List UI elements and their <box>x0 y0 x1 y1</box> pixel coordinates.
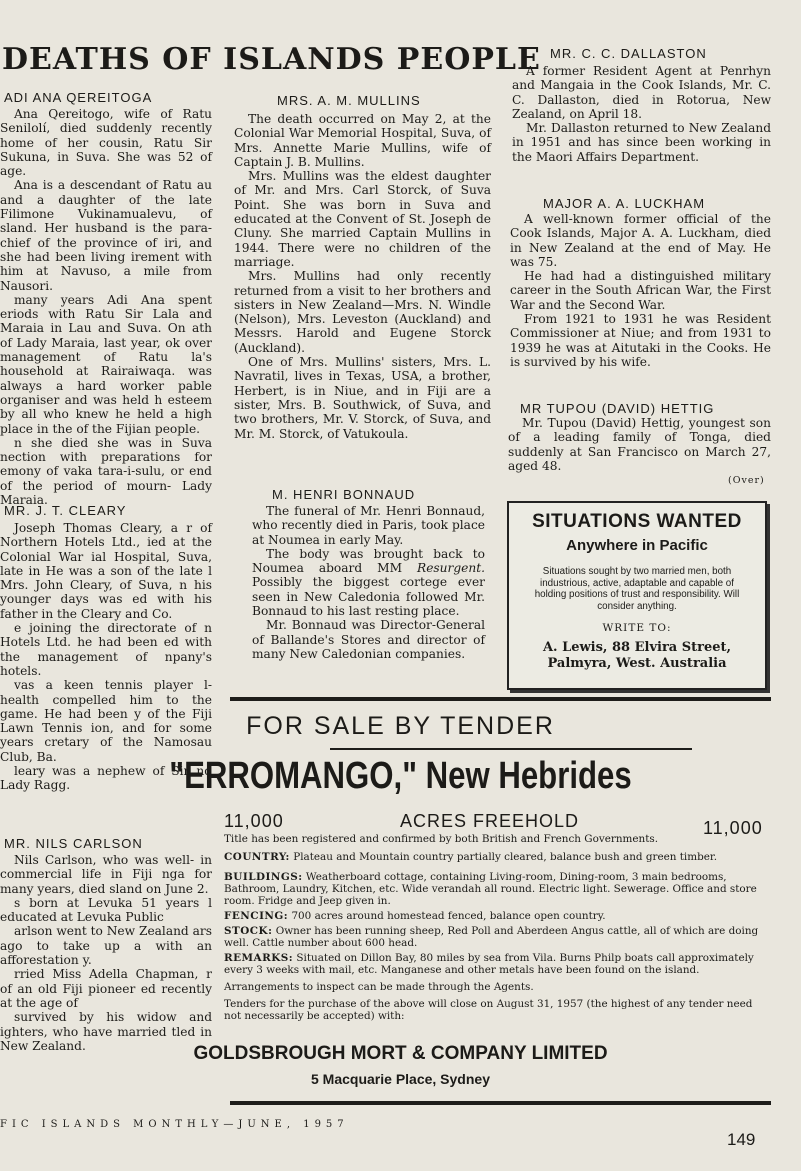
ad-body: Situations sought by two married men, both industrious, active, adaptable and capable of holding positions of trust and responsibility. Will consider anything. <box>534 566 740 612</box>
title-line: Title has been registered and confirmed by both British and French Governments. <box>224 833 659 845</box>
stock-line <box>224 925 767 949</box>
acres-right: 11,000 <box>703 818 763 838</box>
heading-bonnaud: M. HENRI BONNAUD <box>272 487 416 502</box>
section-divider <box>230 697 771 701</box>
acres-left: 11,000 <box>224 811 284 831</box>
text-span: Possibly the biggest cortege ever seen in New Caledonia followed Mr. Bonnaud to his last resting place. <box>252 575 485 619</box>
article-mullins <box>234 112 491 441</box>
arrangements-line: Arrangements to inspect can be made through the Agents. <box>224 981 534 993</box>
paragraph: A former Resident Agent at Penrhyn and Mangaia in the Cook Islands, Mr. C. C. Dallaston, died in Rotorua, New Zealand, on April 18. <box>512 64 771 121</box>
paragraph: rried Miss Adella Chapman, r of an old Fiji pioneer ed recently at the age of <box>0 967 212 1010</box>
ship-name: Resurgent. <box>417 561 485 576</box>
article-dallaston <box>512 64 771 164</box>
article-cleary <box>0 521 212 793</box>
paragraph: Ana Qereitogo, wife of Ratu Senilolí, died suddenly recently home of her cousin, Ratu Sir Sukuna, in Suva. She was 52 of age. <box>0 107 212 179</box>
article-luckham <box>510 212 771 369</box>
paragraph: Nils Carlson, who was well- in commercial life in Fiji nga for many years, died sland on June 2. <box>0 853 212 896</box>
continued-note: (Over) <box>728 475 765 486</box>
article-carlson <box>0 853 212 1053</box>
value: Owner has been running sheep, Red Poll and Aberdeen Angus cattle, all of which are doing well. Cattle number about 600 head. <box>224 925 759 949</box>
label: REMARKS: <box>224 952 294 964</box>
paragraph: The death occurred on May 2, at the Colonial War Memorial Hospital, Suva, of Mrs. Annette Marie Mullins, wife of Captain J. B. Mullins. <box>234 112 491 169</box>
tender-heading: FOR SALE BY TENDER <box>246 712 555 740</box>
heading-qereitoga: ADI ANA QEREITOGA <box>4 90 153 105</box>
value: Plateau and Mountain country partially cleared, balance bush and green timber. <box>289 851 718 863</box>
paragraph: s born at Levuka 51 years l educated at Levuka Public <box>0 895 212 925</box>
page-footer: FIC ISLANDS MONTHLY—JUNE, 1957 <box>0 1119 349 1130</box>
paragraph: From 1921 to 1931 he was Resident Commissioner at Niue; and from 1931 to 1939 he was at Aitutaki in the Cooks. He is survived by his wife. <box>510 312 771 369</box>
page-title: DEATHS OF ISLANDS PEOPLE <box>2 42 541 77</box>
paragraph: n she died she was in Suva nection with preparations for emony of vaka tara-i-sulu, or end of the period of mourn- Lady Maraia. <box>0 435 212 508</box>
article-hettig <box>508 416 771 473</box>
paragraph: Mr. Dallaston returned to New Zealand in 1951 and has since been working in the Maori Affairs Department. <box>512 121 771 164</box>
agent-name: GOLDSBROUGH MORT & COMPANY LIMITED <box>193 1043 608 1064</box>
paragraph: Ana is a descendant of Ratu au and a daughter of the late Filimone Vukinamualevu, of sland. Her husband is the para- chief of the province of iri, and she had been living irement with him at Navuso, a mile from Nausori. <box>0 178 212 293</box>
heading-mullins: MRS. A. M. MULLINS <box>277 93 421 108</box>
value: Situated on Dillon Bay, 80 miles by sea from Vila. Burns Philp boats call approximately every 3 weeks with mail, etc. Manganese and other metals have been found on the island. <box>224 952 754 976</box>
ad-address-line: Palmyra, West. Australia <box>547 656 727 671</box>
ad-address-line: A. Lewis, 88 Elvira Street, <box>542 640 732 655</box>
paragraph: leary was a nephew of Sir nd Lady Ragg. <box>0 764 212 793</box>
heading-hettig: MR TUPOU (DAVID) HETTIG <box>520 401 715 416</box>
section-divider <box>230 1101 771 1105</box>
paragraph: survived by his widow and ighters, who have married tled in New Zealand. <box>0 1010 212 1053</box>
ad-title: SITUATIONS WANTED <box>532 511 742 532</box>
page-number: 149 <box>727 1130 756 1149</box>
value: Weatherboard cottage, containing Living-room, Dining-room, 3 main bedrooms, Bathroom, Laundry, Kitchen, etc. Wide verandah all round. Electric light. Sewerage. Office and store room. Fridge and Jeep given in. <box>224 871 757 907</box>
ad-address <box>509 640 765 672</box>
article-qereitoga <box>0 107 212 507</box>
paragraph <box>252 547 485 618</box>
paragraph: Mrs. Mullins had only recently returned from a visit to her brothers and sisters in New Zealand—Mrs. N. Windle (Nelson), Mrs. Leveston (Auckland) and Messrs. Harold and Eugene Storck (Auckland). <box>234 269 491 355</box>
paragraph: arlson went to New Zealand ars ago to take up a with an afforestation y. <box>0 924 212 968</box>
paragraph: Mrs. Mullins was the eldest daughter of Mr. and Mrs. Carl Storck, of Suva Point. She was born in Suva and educated at the Convent of St. Joseph de Cluny. She married Captain Mullins in 1944. There were no children of the marriage. <box>234 169 491 269</box>
heading-cleary: MR. J. T. CLEARY <box>4 503 127 518</box>
paragraph: e joining the directorate of n Hotels Ltd. he had been ed with the management of npany's hotels. <box>0 621 212 678</box>
paragraph: vas a keen tennis player l-health compelled him to the game. He had been y of the Fiji Lawn Tennis ion, and for some years cretary of the Namosau Club, Ba. <box>0 678 212 764</box>
heading-dallaston: MR. C. C. DALLASTON <box>550 46 707 61</box>
paragraph: One of Mrs. Mullins' sisters, Mrs. L. Navratil, lives in Texas, USA, a brother, Herbert, is in Niue, and in Fiji are a sister, Mrs. B. Southwick, of Suva, and two brothers, Mr. V. Storck, of Suva, and Mr. M. Storck, of Vatukoula. <box>234 355 491 441</box>
buildings-line <box>224 871 767 907</box>
country-line <box>224 851 767 863</box>
paragraph: The funeral of Mr. Henri Bonnaud, who recently died in Paris, took place at Noumea in early May. <box>252 504 485 547</box>
label: COUNTRY: <box>224 851 290 863</box>
article-bonnaud <box>252 504 485 661</box>
heading-luckham: MAJOR A. A. LUCKHAM <box>543 196 706 211</box>
label: FENCING: <box>224 910 289 922</box>
label: BUILDINGS: <box>224 871 303 883</box>
paragraph: A well-known former official of the Cook Islands, Major A. A. Luckham, died in New Zealand at the end of May. He was 75. <box>510 212 771 269</box>
acres-freehold: ACRES FREEHOLD <box>400 811 580 831</box>
tenders-line: Tenders for the purchase of the above will close on August 31, 1957 (the highest of any tender need not necessarily be accepted) with: <box>224 998 753 1022</box>
paragraph: He had had a distinguished military career in the South African War, the First War and the Second War. <box>510 269 771 312</box>
value: 700 acres around homestead fenced, balance open country. <box>288 910 606 922</box>
ad-subtitle: Anywhere in Pacific <box>566 537 708 554</box>
paragraph: Joseph Thomas Cleary, a r of Northern Hotels Ltd., ied at the Colonial War ial Hospital, Suva, late in He was a son of the late l Mrs. John Cleary, of Suva, n his younger days was ed with his father in the Cleary and Co. <box>0 521 212 621</box>
agent-address: 5 Macquarie Place, Sydney <box>311 1071 490 1087</box>
ad-write-to: WRITE TO: <box>602 622 672 634</box>
paragraph: Mr. Bonnaud was Director-General of Ballande's Stores and director of many New Caledonian companies. <box>252 618 485 661</box>
remarks-line <box>224 952 767 976</box>
fencing-line <box>224 910 767 922</box>
tender-title: "ERROMANGO," New Hebrides <box>169 755 632 797</box>
situations-wanted-ad <box>507 501 767 690</box>
heading-underline <box>330 748 692 750</box>
heading-carlson: MR. NILS CARLSON <box>4 836 143 851</box>
paragraph: Mr. Tupou (David) Hettig, youngest son of a leading family of Tonga, died suddenly at San Francisco on March 27, aged 48. <box>508 416 771 473</box>
label: STOCK: <box>224 925 273 937</box>
text-span: The body was brought back to Noumea aboard MM <box>252 546 485 576</box>
tender-details <box>224 833 767 1022</box>
paragraph: many years Adi Ana spent eriods with Ratu Sir Lala and Maraia in Lau and Suva. On ath of Lady Maraia, last year, ok over management of Ratu la's household at Rairaiwaqa. was always a hard worker pable organiser and was held h esteem by all who knew he held a high place in the of the Fijian people. <box>0 292 212 436</box>
